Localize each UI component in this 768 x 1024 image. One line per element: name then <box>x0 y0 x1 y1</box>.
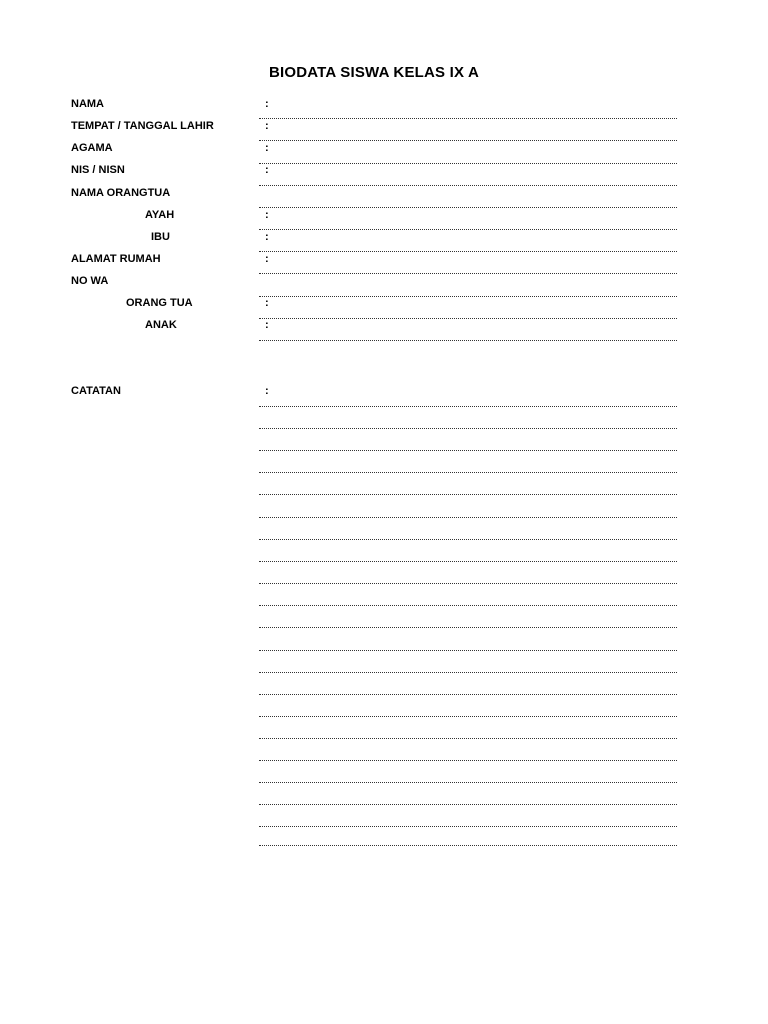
catatan-line[interactable] <box>259 605 677 606</box>
label-no-wa: NO WA <box>71 275 109 287</box>
label-agama: AGAMA <box>71 142 113 154</box>
colon-agama: : <box>265 142 269 154</box>
colon-alamat: : <box>265 253 269 265</box>
colon-ttl: : <box>265 120 269 132</box>
label-catatan: CATATAN <box>71 385 121 397</box>
catatan-line[interactable] <box>259 738 677 739</box>
label-nama: NAMA <box>71 98 104 110</box>
catatan-line[interactable] <box>259 716 677 717</box>
colon-orang-tua: : <box>265 297 269 309</box>
answer-line-anak[interactable] <box>259 340 677 341</box>
catatan-line[interactable] <box>259 561 677 562</box>
page-title: BIODATA SISWA KELAS IX A <box>268 64 480 81</box>
colon-nama: : <box>265 98 269 110</box>
catatan-line[interactable] <box>259 406 677 407</box>
catatan-line[interactable] <box>259 826 677 827</box>
colon-ayah: : <box>265 209 269 221</box>
colon-ibu: : <box>265 231 269 243</box>
label-ibu: IBU <box>151 231 170 243</box>
answer-line-alamat[interactable] <box>259 273 677 274</box>
catatan-line[interactable] <box>259 782 677 783</box>
catatan-line[interactable] <box>259 804 677 805</box>
colon-catatan: : <box>265 385 269 397</box>
catatan-line[interactable] <box>259 650 677 651</box>
catatan-line[interactable] <box>259 627 677 628</box>
label-nama-orangtua: NAMA ORANGTUA <box>71 187 171 199</box>
catatan-line[interactable] <box>259 845 677 846</box>
catatan-line[interactable] <box>259 672 677 673</box>
catatan-line[interactable] <box>259 539 677 540</box>
label-alamat-rumah: ALAMAT RUMAH <box>71 253 161 265</box>
catatan-line[interactable] <box>259 583 677 584</box>
answer-line-agama[interactable] <box>259 163 677 164</box>
catatan-line[interactable] <box>259 760 677 761</box>
label-ayah: AYAH <box>145 209 175 221</box>
answer-line-ayah[interactable] <box>259 229 677 230</box>
answer-line-nama-orangtua[interactable] <box>259 207 677 208</box>
label-orang-tua: ORANG TUA <box>126 297 193 309</box>
catatan-line[interactable] <box>259 494 677 495</box>
catatan-line[interactable] <box>259 450 677 451</box>
label-anak: ANAK <box>145 319 177 331</box>
catatan-line[interactable] <box>259 428 677 429</box>
label-nis-nisn: NIS / NISN <box>71 164 125 176</box>
answer-line-nama[interactable] <box>259 118 677 119</box>
answer-line-ibu[interactable] <box>259 251 677 252</box>
catatan-line[interactable] <box>259 694 677 695</box>
label-tempat-tanggal-lahir: TEMPAT / TANGGAL LAHIR <box>71 120 214 132</box>
answer-line-orang-tua[interactable] <box>259 318 677 319</box>
answer-line-no-wa[interactable] <box>259 296 677 297</box>
answer-line-ttl[interactable] <box>259 140 677 141</box>
colon-nis: : <box>265 164 269 176</box>
answer-line-nis[interactable] <box>259 185 677 186</box>
catatan-line[interactable] <box>259 517 677 518</box>
catatan-line[interactable] <box>259 472 677 473</box>
colon-anak: : <box>265 319 269 331</box>
